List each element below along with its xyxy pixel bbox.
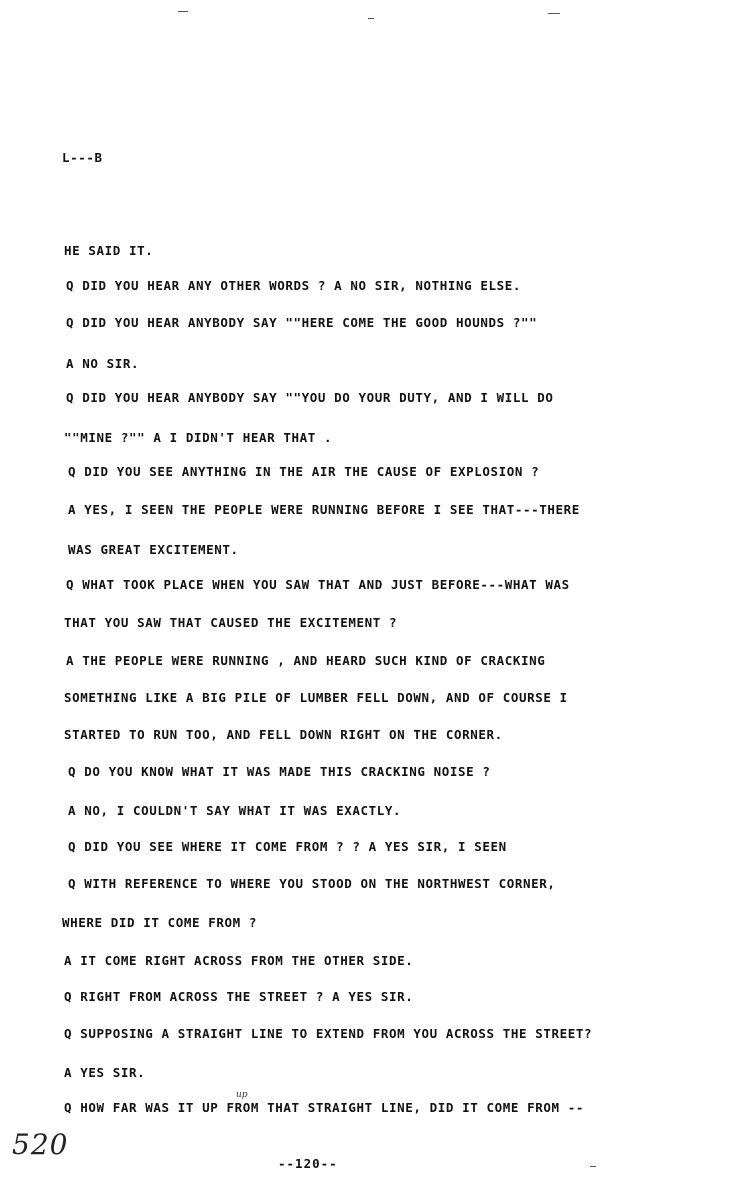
transcript-line: Q WHAT TOOK PLACE WHEN YOU SAW THAT AND JUST BEFORE---WHAT WAS [66,577,570,592]
transcript-line: A NO SIR. [66,356,140,371]
page-number: --120-- [278,1156,338,1171]
transcript-line: A YES, I SEEN THE PEOPLE WERE RUNNING BEFORE I SEE THAT---THERE [68,502,580,517]
top-speck-center [368,18,374,19]
transcript-line: A YES SIR. [64,1065,146,1080]
header-code: L---B [62,150,103,165]
transcript-line: Q HOW FAR WAS IT UP FROM THAT STRAIGHT LINE, DID IT COME FROM -- [64,1100,585,1115]
transcript-line: A IT COME RIGHT ACROSS FROM THE OTHER SIDE. [64,953,414,968]
transcript-line: Q DID YOU HEAR ANYBODY SAY ""YOU DO YOUR DUTY, AND I WILL DO [66,390,554,405]
transcript-line: ""MINE ?"" A I DIDN'T HEAR THAT . [64,430,333,445]
transcript-line: Q WITH REFERENCE TO WHERE YOU STOOD ON THE NORTHWEST CORNER, [68,876,556,891]
transcript-line: Q RIGHT FROM ACROSS THE STREET ? A YES SIR. [64,989,414,1004]
transcript-line: THAT YOU SAW THAT CAUSED THE EXCITEMENT ? [64,615,398,630]
transcript-line: A THE PEOPLE WERE RUNNING , AND HEARD SUCH KIND OF CRACKING [66,653,546,668]
transcript-line: SOMETHING LIKE A BIG PILE OF LUMBER FELL DOWN, AND OF COURSE I [64,690,568,705]
top-speck-left [178,11,188,12]
transcript-line: HE SAID IT. [64,243,154,258]
transcript-line: WAS GREAT EXCITEMENT. [68,542,239,557]
top-speck-right [548,13,560,14]
transcript-line: Q SUPPOSING A STRAIGHT LINE TO EXTEND FROM YOU ACROSS THE STREET? [64,1026,593,1041]
margin-page-number: 520 [12,1128,69,1161]
transcript-line: STARTED TO RUN TOO, AND FELL DOWN RIGHT ON THE CORNER. [64,727,503,742]
transcript-line: Q DID YOU HEAR ANYBODY SAY ""HERE COME THE GOOD HOUNDS ?"" [66,315,538,330]
transcript-line: A NO, I COULDN'T SAY WHAT IT WAS EXACTLY. [68,803,402,818]
transcript-line: Q DO YOU KNOW WHAT IT WAS MADE THIS CRACKING NOISE ? [68,764,491,779]
transcript-line: Q DID YOU HEAR ANY OTHER WORDS ? A NO SIR, NOTHING ELSE. [66,278,522,293]
handwritten-insert: up [236,1090,248,1100]
bottom-speck [590,1166,596,1167]
transcript-line: Q DID YOU SEE WHERE IT COME FROM ? ? A YES SIR, I SEEN [68,839,507,854]
transcript-line: Q DID YOU SEE ANYTHING IN THE AIR THE CAUSE OF EXPLOSION ? [68,464,540,479]
transcript-line: WHERE DID IT COME FROM ? [62,915,258,930]
